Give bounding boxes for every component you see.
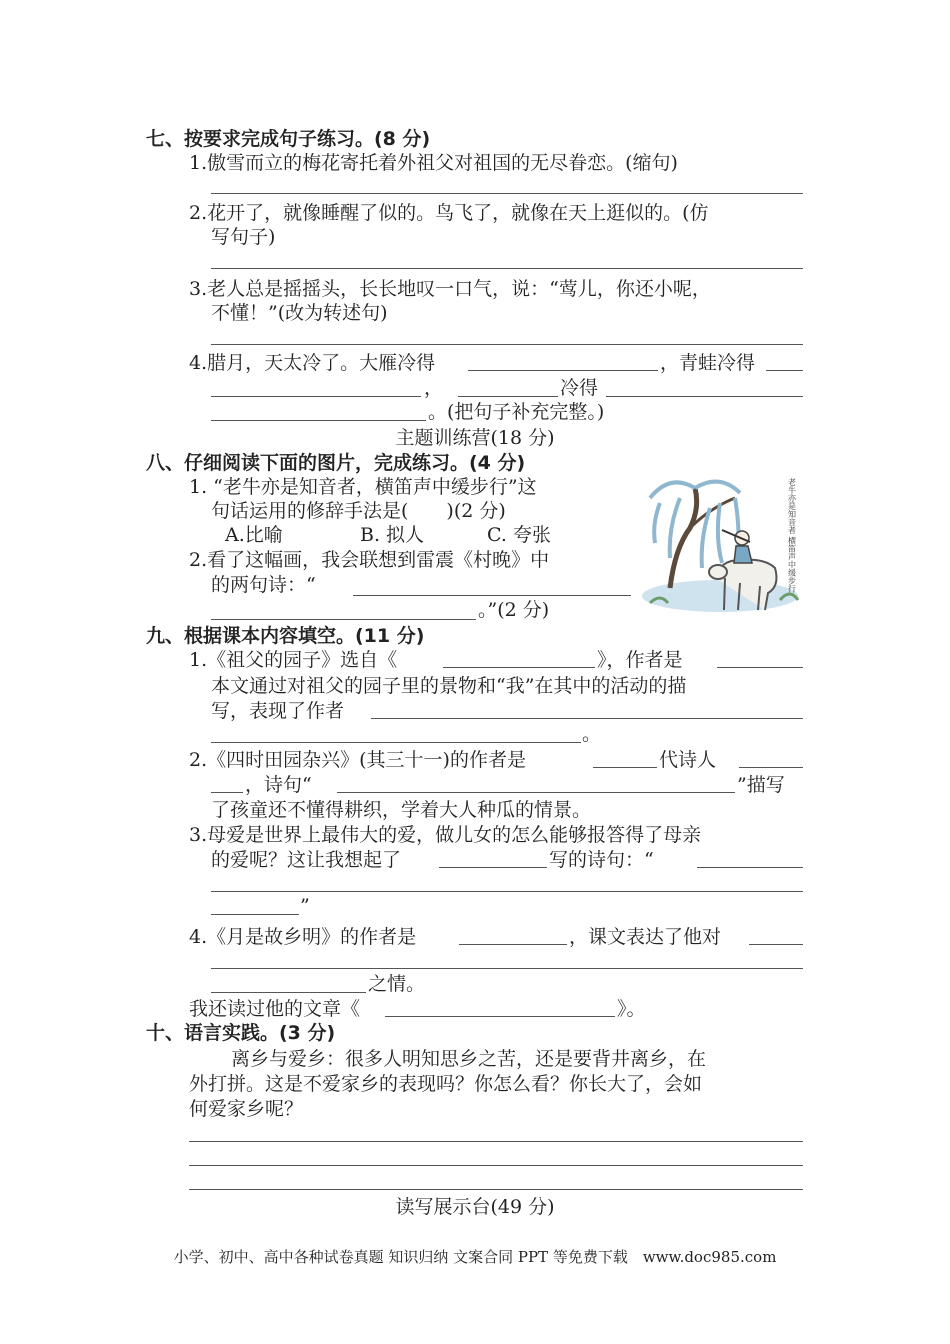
blank-line bbox=[385, 1016, 615, 1017]
blank-line bbox=[353, 595, 631, 596]
mid-title: 主题训练营(18 分) bbox=[395, 427, 555, 449]
answer-line bbox=[211, 193, 803, 194]
answer-line bbox=[189, 1189, 803, 1190]
answer-line bbox=[189, 1141, 803, 1142]
s7-q3a: 3.老人总是摇摇头，长长地叹一口气，说：“莺儿，你还小呢， bbox=[189, 278, 711, 300]
blank-line bbox=[766, 370, 803, 371]
blank-line bbox=[371, 718, 803, 719]
blank-line bbox=[739, 767, 803, 768]
s8-q2b: 的两句诗：“ bbox=[211, 574, 316, 596]
blank-line bbox=[439, 867, 547, 868]
blank-line bbox=[749, 944, 803, 945]
s7-q2b: 写句子) bbox=[211, 226, 276, 248]
s8-q2a: 2.看了这幅画，我会联想到雷震《村晚》中 bbox=[189, 549, 550, 571]
s9-q3b: 的爱呢？这让我想起了 bbox=[211, 849, 402, 871]
s10-p3: 何爱家乡呢？ bbox=[189, 1098, 304, 1120]
s7-q1: 1.傲雪而立的梅花寄托着外祖父对祖国的无尽眷恋。(缩句) bbox=[189, 152, 678, 174]
s7-q2a: 2.花开了，就像睡醒了似的。鸟飞了，就像在天上逛似的。(仿 bbox=[189, 202, 709, 224]
blank-line bbox=[468, 370, 658, 371]
s7-q4b: ，青蛙冷得 bbox=[660, 352, 756, 374]
s9-q2b: 代诗人 bbox=[659, 749, 717, 771]
s9-q5b: 》。 bbox=[617, 998, 646, 1020]
blank-line bbox=[593, 767, 657, 768]
section-10-title: 十、语言实践。(3 分) bbox=[146, 1022, 336, 1044]
s8-opt-b: B. 拟人 bbox=[360, 524, 425, 546]
s7-q4a: 4.腊月，天太冷了。大雁冷得 bbox=[189, 352, 436, 374]
s8-q1b: 句话运用的修辞手法是( )(2 分) bbox=[211, 500, 506, 522]
blank-line bbox=[459, 944, 567, 945]
blank-line bbox=[337, 792, 735, 793]
s9-q2a: 2.《四时田园杂兴》(其三十一)的作者是 bbox=[189, 749, 526, 771]
s9-q5a: 我还读过他的文章《 bbox=[189, 998, 361, 1020]
blank-line bbox=[211, 396, 421, 397]
s8-q1a: 1. “老牛亦是知音者，横笛声中缓步行”这 bbox=[189, 476, 537, 498]
s9-q1d: 写，表现了作者 bbox=[211, 700, 345, 722]
section-9-title: 九、根据课本内容填空。(11 分) bbox=[146, 625, 425, 647]
section-8-title: 八、仔细阅读下面的图片，完成练习。(4 分) bbox=[146, 452, 526, 474]
s9-q1e: 。 bbox=[582, 723, 602, 745]
s9-q3d: ” bbox=[300, 895, 310, 917]
s9-q3a: 3.母爱是世界上最伟大的爱，做儿女的怎么能够报答得了母亲 bbox=[189, 824, 702, 846]
blank-line bbox=[211, 891, 803, 892]
s7-q3b: 不懂！”(改为转述句) bbox=[211, 302, 388, 324]
s9-q3c: 写的诗句：“ bbox=[549, 849, 654, 871]
s9-q4b: ，课文表达了他对 bbox=[569, 926, 722, 948]
s8-q2c: 。”(2 分) bbox=[478, 599, 550, 621]
blank-line bbox=[717, 667, 803, 668]
answer-line bbox=[189, 1165, 803, 1166]
s7-q4c: ， bbox=[424, 377, 444, 399]
blank-line bbox=[697, 867, 803, 868]
answer-line bbox=[211, 344, 803, 345]
s9-q1a: 1.《祖父的园子》选自《 bbox=[189, 649, 398, 671]
blank-line bbox=[443, 667, 595, 668]
s8-opt-a: A.比喻 bbox=[225, 524, 283, 546]
s9-q4c: 之情。 bbox=[368, 973, 426, 995]
s7-q4d: 冷得 bbox=[560, 377, 599, 399]
blank-line bbox=[606, 396, 803, 397]
s8-opt-c: C. 夸张 bbox=[487, 524, 551, 546]
s9-q2e: 了孩童还不懂得耕织，学着大人种瓜的情景。 bbox=[211, 799, 592, 821]
s9-q1c: 本文通过对祖父的园子里的景物和“我”在其中的活动的描 bbox=[211, 675, 687, 697]
s9-q4a: 4.《月是故乡明》的作者是 bbox=[189, 926, 417, 948]
blank-line bbox=[211, 968, 803, 969]
s10-p2: 外打拼。这是不爱家乡的表现吗？你怎么看？你长大了，会如 bbox=[189, 1073, 703, 1095]
s9-q1b: 》，作者是 bbox=[597, 649, 683, 671]
s9-q2c: ，诗句“ bbox=[245, 774, 312, 796]
footer-text: 小学、初中、高中各种试卷真题 知识归纳 文案合同 PPT 等免费下载 www.doc985.com bbox=[173, 1248, 777, 1266]
blank-line bbox=[211, 619, 476, 620]
s9-q2d: ”描写 bbox=[737, 774, 785, 796]
answer-line bbox=[211, 268, 803, 269]
s10-p1: 离乡与爱乡：很多人明知思乡之苦，还是要背井离乡，在 bbox=[231, 1048, 707, 1070]
ox-flute-illustration bbox=[640, 468, 808, 616]
blank-line bbox=[211, 992, 366, 993]
blank-line bbox=[211, 792, 243, 793]
poem-inscription: 老牛亦是知音者 横笛声中缓步行 bbox=[787, 478, 797, 593]
blank-line bbox=[211, 742, 581, 743]
section-7-title: 七、按要求完成句子练习。(8 分) bbox=[146, 128, 431, 150]
blank-line bbox=[458, 396, 558, 397]
blank-line bbox=[211, 914, 299, 915]
s7-q4e: 。(把句子补充完整。) bbox=[428, 401, 605, 423]
bottom-title: 读写展示台(49 分) bbox=[395, 1196, 555, 1218]
blank-line bbox=[211, 420, 426, 421]
